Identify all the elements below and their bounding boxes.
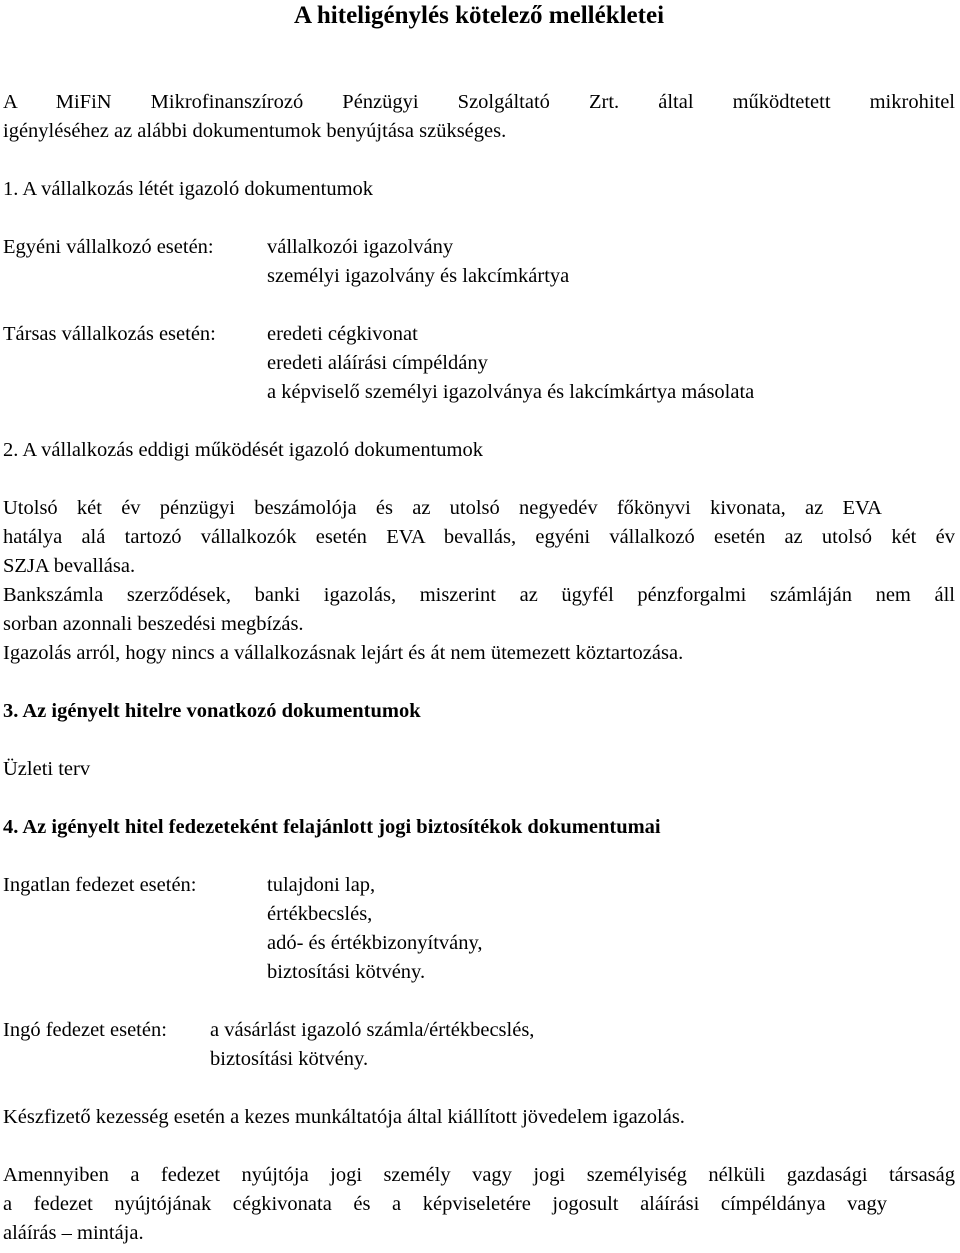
intro-line-2: igényléséhez az alábbi dokumentumok benyújtása szükséges. [3,120,507,142]
guarantee-text: Készfizető kezesség esetén a kezes munkáltatója által kiállított jövedelem igazolás. [3,1106,685,1128]
realestate-item: értékbecslés, [267,903,373,925]
realestate-item: biztosítási kötvény. [267,961,426,983]
legal-text-line: a fedezet nyújtójának cégkivonata és a képviseletére jogosult aláírási címpéldánya vagy [3,1193,887,1215]
company-label: Társas vállalkozás esetén: [3,323,216,345]
realestate-item: tulajdoni lap, [267,874,376,896]
document-title: A hiteligénylés kötelező mellékletei [293,2,665,29]
section2-text-line: Bankszámla szerződések, banki igazolás, miszerint az ügyfél pénzforgalmi számláján nem áll [3,584,955,606]
section1-heading: 1. A vállalkozás létét igazoló dokumentumok [3,178,374,200]
section2-text-line: SZJA bevallása. [3,555,136,577]
legal-text-line: Amennyiben a fedezet nyújtója jogi személy vagy jogi személyiség nélküli gazdasági társaság [3,1164,955,1186]
movable-item: biztosítási kötvény. [210,1048,369,1070]
movable-label: Ingó fedezet esetén: [3,1019,167,1041]
section3-heading: 3. Az igényelt hitelre vonatkozó dokumentumok [3,700,421,722]
realestate-item: adó- és értékbizonyítvány, [267,932,483,954]
legal-text-line: aláírás – mintája. [3,1222,144,1244]
realestate-label: Ingatlan fedezet esetén: [3,874,197,896]
section2-text-line: Utolsó két év pénzügyi beszámolója és az utolsó negyedév főkönyvi kivonata, az EVA [3,497,882,519]
section2-text-line: hatálya alá tartozó vállalkozók esetén EVA bevallás, egyéni vállalkozó esetén az utolsó két év [3,526,955,548]
individual-item: vállalkozói igazolvány [267,236,454,258]
intro-line-1: A MiFiN Mikrofinanszírozó Pénzügyi Szolgáltató Zrt. által működtetett mikrohitel [3,91,955,113]
section4-heading: 4. Az igényelt hitel fedezeteként felajánlott jogi biztosítékok dokumentumai [3,816,661,838]
individual-label: Egyéni vállalkozó esetén: [3,236,214,258]
section2-text-line: Igazolás arról, hogy nincs a vállalkozásnak lejárt és át nem ütemezett köztartozása. [3,642,684,664]
company-item: eredeti aláírási címpéldány [267,352,488,374]
company-item: eredeti cégkivonat [267,323,418,345]
section2-text-line: sorban azonnali beszedési megbízás. [3,613,304,635]
movable-item: a vásárlást igazoló számla/értékbecslés, [210,1019,535,1041]
company-item: a képviselő személyi igazolványa és lakcímkártya másolata [267,381,755,403]
section2-heading: 2. A vállalkozás eddigi működését igazoló dokumentumok [3,439,483,461]
section3-item: Üzleti terv [3,758,91,780]
individual-item: személyi igazolvány és lakcímkártya [267,265,570,287]
